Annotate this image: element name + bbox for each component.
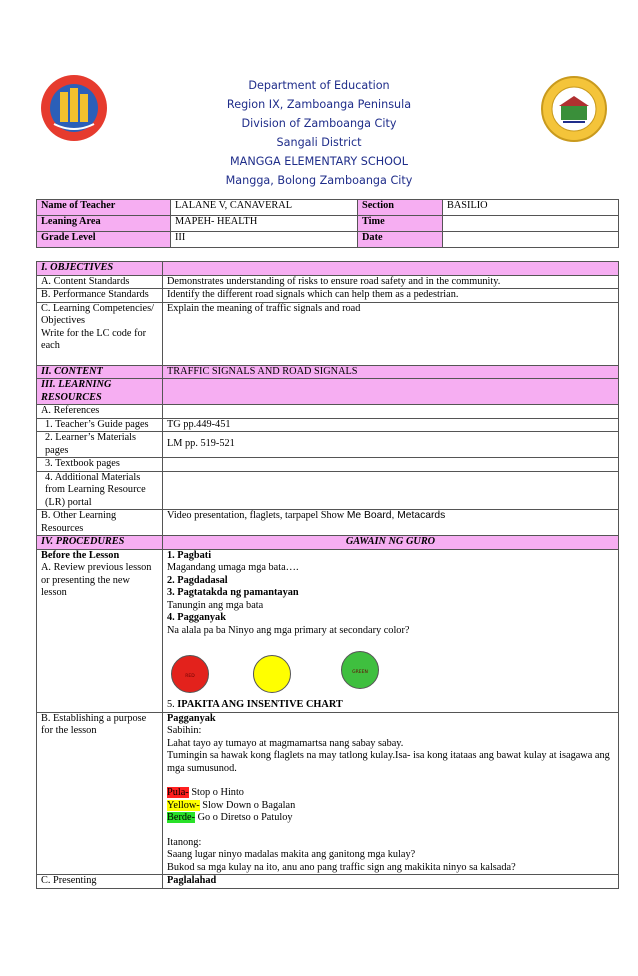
objectives-heading: I. OBJECTIVES	[37, 262, 163, 276]
area-value: MAPEH- HEALTH	[171, 216, 358, 232]
header-line-address: Mangga, Bolong Zamboanga City	[225, 174, 413, 187]
header-line-region: Region IX, Zamboanga Peninsula	[226, 98, 412, 111]
question-label: Itanong:	[167, 836, 202, 848]
additional-materials-label: 4. Additional Materials from Learning Resource (LR) portal	[37, 471, 163, 510]
header-line-district: Sangali District	[276, 136, 362, 149]
establish-line: Tumingin sa hawak kong flaglets na may tatlong kulay.Isa- isa kong itataas ang bawat kulay at isagawa ang mga sumusunod.	[167, 750, 610, 774]
other-resources-value: Video presentation, flaglets, tarpapel Show Me Board, Metacards	[163, 510, 619, 536]
lesson-plan-table	[36, 261, 619, 889]
header-line-division: Division of Zamboanga City	[241, 117, 397, 130]
performance-standards-value: Identify the different road signals which can help them as a pedestrian.	[163, 289, 619, 303]
header-line-school: MANGGA ELEMENTARY SCHOOL	[230, 155, 408, 168]
item-text: Na alala pa ba Ninyo ang mga primary at secondary color?	[167, 624, 410, 636]
content-standards-value: Demonstrates understanding of risks to ensure road safety and in the community.	[163, 275, 619, 289]
review-label: A. Review previous lesson or presenting the new lesson	[41, 562, 152, 598]
procedures-column: GAWAIN NG GURO	[163, 536, 619, 550]
lm-label: 2. Learner’s Materials pages	[37, 432, 163, 458]
color-meaning-red: Pula- Stop o Hinto	[167, 787, 244, 798]
resources-heading: III. LEARNING RESOURCES	[37, 379, 163, 405]
teacher-value: LALANE V, CANAVERAL	[171, 200, 358, 216]
area-label: Leaning Area	[37, 216, 171, 232]
tg-label: 1. Teacher’s Guide pages	[37, 418, 163, 432]
procedures-heading: IV. PROCEDURES	[37, 536, 163, 550]
teacher-label: Name of Teacher	[37, 200, 171, 216]
establish-title: Pagganyak	[167, 712, 216, 724]
before-lesson-label: Before the Lesson	[41, 549, 120, 561]
item-5: 5. IPAKITA ANG INSENTIVE CHART	[167, 699, 343, 710]
time-label: Time	[358, 216, 443, 232]
presenting-label: C. Presenting	[37, 875, 163, 889]
date-label: Date	[358, 232, 443, 248]
presenting-title: Paglalahad	[163, 875, 619, 889]
green-circle: GREEN	[341, 651, 379, 689]
references-label: A. References	[37, 405, 163, 419]
content-heading: II. CONTENT	[37, 365, 163, 379]
competencies-note: Write for the LC code for each	[41, 327, 147, 351]
competencies-label: C. Learning Competencies/Objectives	[41, 302, 154, 326]
tg-value: TG pp.449-451	[163, 418, 619, 432]
item-title: 4. Pagganyak	[167, 612, 226, 623]
color-meaning-green: Berde- Go o Diretso o Patuloy	[167, 812, 293, 823]
lm-value: LM pp. 519-521	[163, 432, 619, 458]
grade-value: III	[171, 232, 358, 248]
yellow-circle	[253, 655, 291, 693]
question-line: Bukod sa mga kulay na ito, anu ano pang traffic sign ang makikita ninyo sa kalsada?	[167, 861, 516, 873]
date-value	[443, 232, 619, 248]
content-standards-label: A. Content Standards	[37, 275, 163, 289]
red-circle: RED	[171, 655, 209, 693]
item-title: 2. Pagdadasal	[167, 574, 228, 586]
teacher-info-table	[36, 199, 619, 248]
item-text: Magandang umaga mga bata….	[167, 562, 299, 573]
review-activities	[163, 549, 619, 712]
color-meaning-yellow: Yellow- Slow Down o Bagalan	[167, 799, 296, 811]
item-title: 3. Pagtatakda ng pamantayan	[167, 587, 299, 598]
item-text: Tanungin ang mga bata	[167, 599, 264, 611]
color-circles	[167, 637, 614, 699]
header-line-department: Department of Education	[248, 79, 390, 92]
establishing-activities	[163, 712, 619, 875]
content-value: TRAFFIC SIGNALS AND ROAD SIGNALS	[163, 365, 619, 379]
question-line: Saang lugar ninyo madalas makita ang ganitong mga kulay?	[167, 849, 416, 860]
item-title: 1. Pagbati	[167, 549, 212, 561]
time-value	[443, 216, 619, 232]
section-label: Section	[358, 200, 443, 216]
textbook-label: 3. Textbook pages	[37, 458, 163, 472]
establish-line: Sabihin:	[167, 725, 202, 736]
establishing-purpose-label: B. Establishing a purpose for the lesson	[37, 712, 163, 875]
other-resources-label: B. Other Learning Resources	[37, 510, 163, 536]
section-value: BASILIO	[443, 200, 619, 216]
school-header	[0, 76, 638, 190]
grade-label: Grade Level	[37, 232, 171, 248]
performance-standards-label: B. Performance Standards	[37, 289, 163, 303]
competencies-value: Explain the meaning of traffic signals and road	[163, 302, 619, 365]
establish-line: Lahat tayo ay tumayo at magmamartsa nang sabay sabay.	[167, 737, 404, 749]
